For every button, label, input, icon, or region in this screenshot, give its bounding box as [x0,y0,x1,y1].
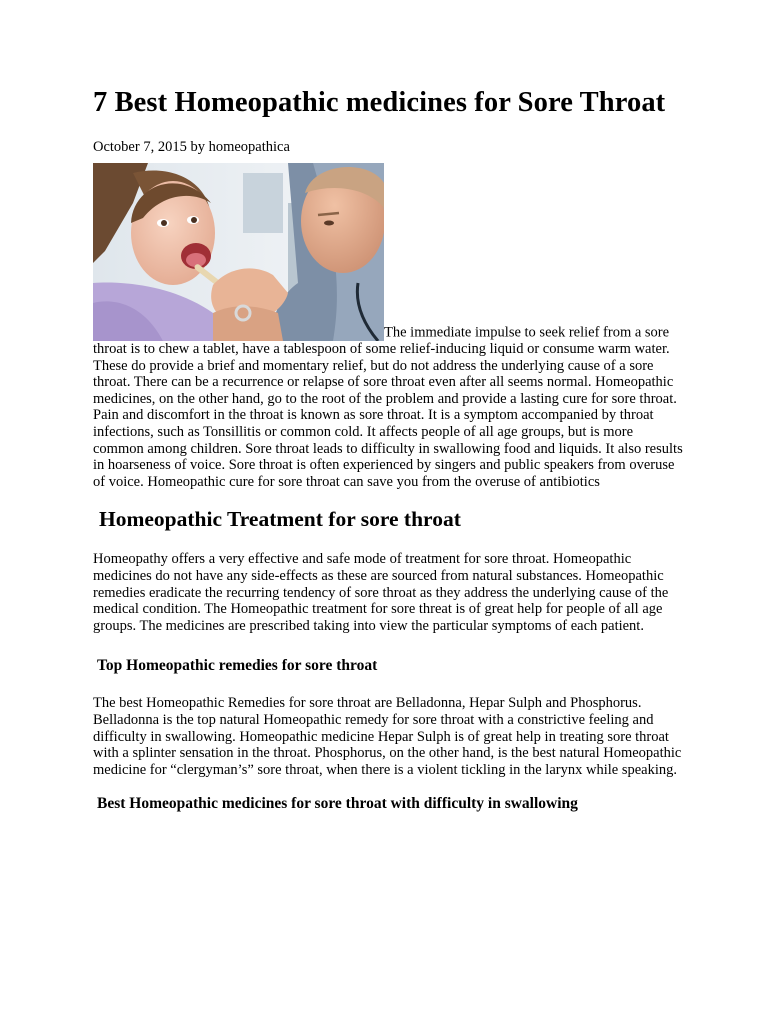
article-photo [93,163,384,341]
section-heading-treatment: Homeopathic Treatment for sore throat [99,507,461,532]
publish-date: October 7, 2015 [93,139,187,155]
article-title: 7 Best Homeopathic medicines for Sore Throat [93,87,666,118]
article [93,86,683,813]
doctor-examining-child-image [93,163,384,341]
top-remedies-paragraph: The best Homeopathic Remedies for sore throat are Belladonna, Hepar Sulph and Phosphorus. Belladonna is the top natural Homeopathic remedy for sore throat with a constrictive feeling and difficulty in swallowing. Homeopathic medicine Hepar Sulph is of great help in treating sore throat with a splinter sensation in the throat. Phosphorus, on the other hand, is the best natural Homeopathic medicine for “clergyman’s” sore throat, when there is a violent tickling in the larynx while speaking. [93,695,682,778]
intro-text: The immediate impulse to seek relief from a sore throat is to chew a tablet, have a tablespoon of some relief-inducing liquid or consume warm water. These do provide a brief and momentary relief, but do not address the underlying cause of a sore throat. There can be a recurrence or relapse of sore throat even after all seems normal. Homeopathic medicines, on the other hand, go to the root of the problem and provide a lasting cure for sore throat. Pain and discomfort in the throat is known as sore throat. It is a symptom accompanied by throat infections, such as Tonsillitis or common cold. It affects people of all age groups, but is more common among children. Sore throat leads to difficulty in swallowing food and liquids. It also results in hoarseness of voice. Sore throat is often experienced by singers and public speakers from overuse of voice. Homeopathic cure for sore throat can save you from the overuse of antibiotics [93,324,683,490]
intro-paragraph [93,163,683,490]
byline-by: by [190,139,205,155]
treatment-paragraph: Homeopathy offers a very effective and safe mode of treatment for sore throat. Homeopathic medicines do not have any side-effects as these are sourced from natural substances. Homeopathic remedies eradicate the recurring tendency of sore throat as they address the underlying cause of the medical condition. The Homeopathic treatment for sore threat is of great help for people of all age groups. The medicines are prescribed taking into view the particular symptoms of each patient. [93,551,669,634]
author-name: homeopathica [208,139,290,155]
article-meta [93,139,683,156]
section-heading-swallowing: Best Homeopathic medicines for sore throat with difficulty in swallowing [97,795,578,813]
section-heading-top-remedies: Top Homeopathic remedies for sore throat [97,657,378,675]
